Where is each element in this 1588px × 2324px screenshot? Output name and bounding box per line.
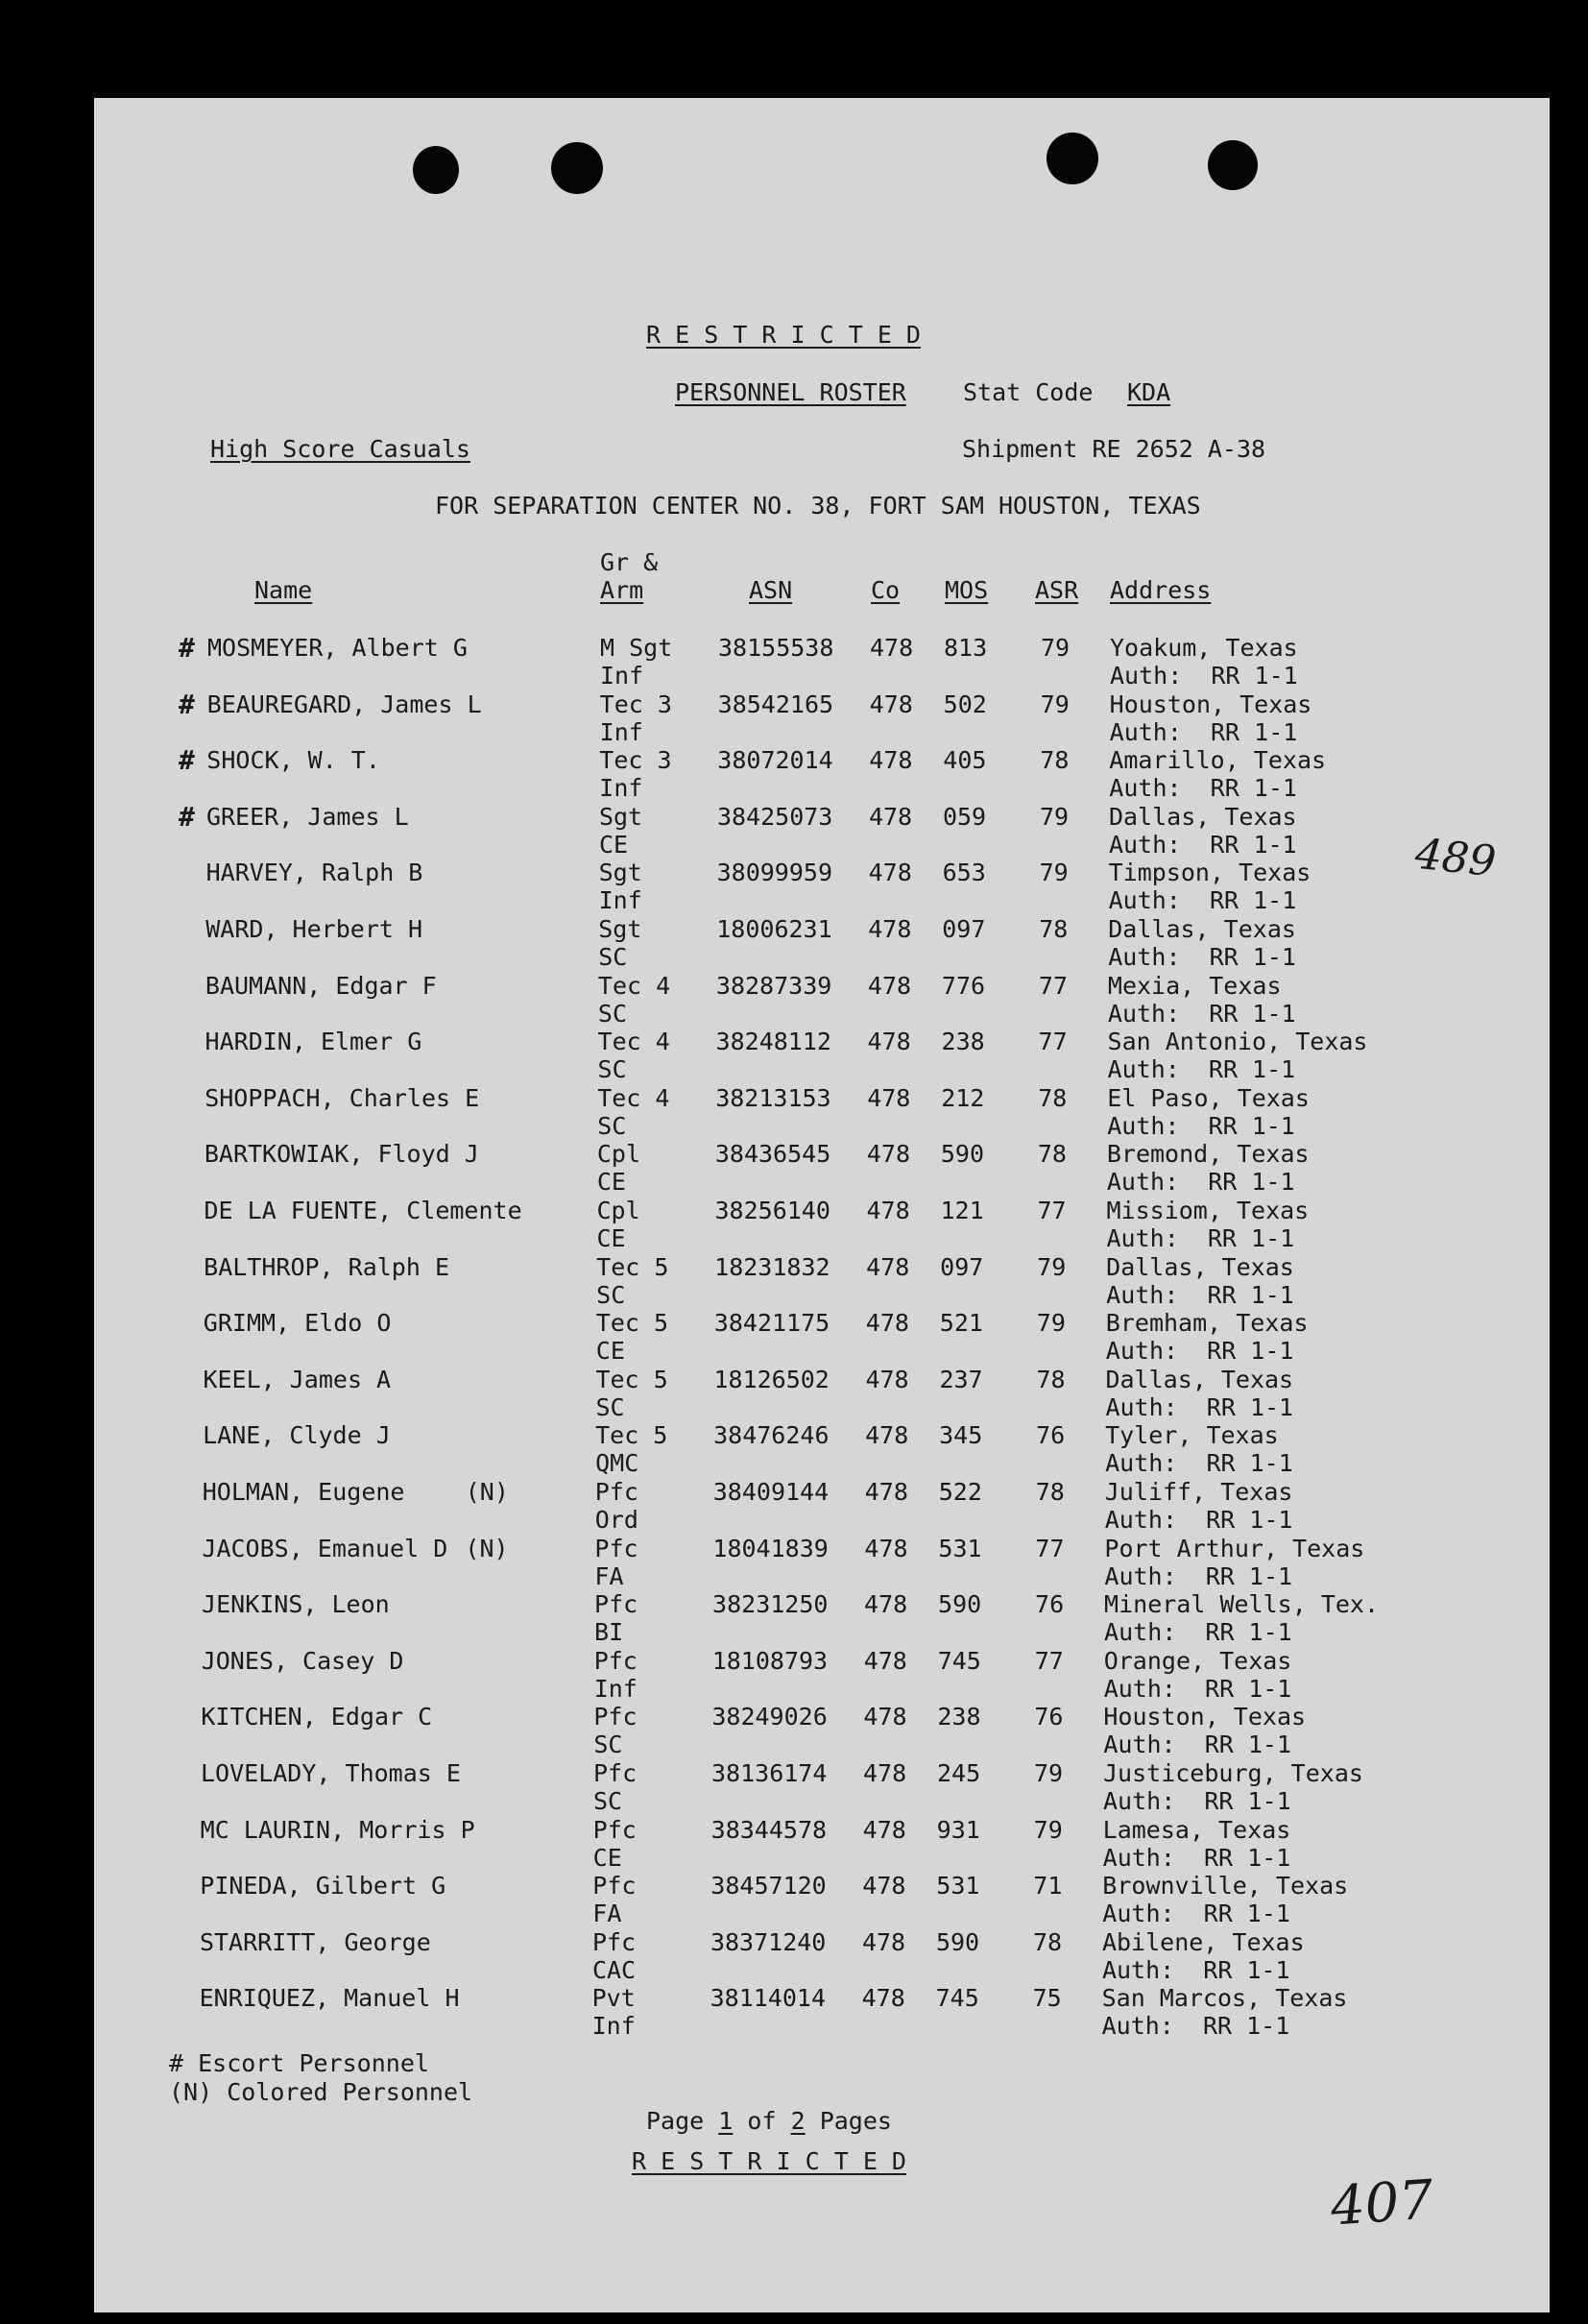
classification-footer: R E S T R I C T E D — [632, 2147, 906, 2175]
table-row — [94, 690, 1550, 746]
cell-asn: 18108793 — [711, 1646, 829, 1675]
stat-code-value: KDA — [1127, 378, 1171, 406]
cell-asn: 38231250 — [712, 1590, 829, 1619]
cell-arm: CE — [595, 1337, 625, 1366]
cell-name: HARVEY, Ralph B — [205, 859, 423, 887]
cell-arm: SC — [593, 1731, 623, 1759]
cell-tag: (N) — [465, 1534, 509, 1562]
cell-asn: 38072014 — [717, 746, 833, 775]
cell-arm: FA — [594, 1561, 624, 1590]
cell-arm: SC — [597, 1111, 627, 1140]
cell-mos: 212 — [941, 1083, 985, 1112]
cell-auth: Auth: RR 1-1 — [1109, 717, 1298, 746]
cell-name: STARRITT, George — [199, 1927, 431, 1956]
cell-mos: 776 — [941, 971, 986, 1000]
cell-co: 478 — [866, 1252, 910, 1281]
cell-mos: 059 — [942, 802, 987, 831]
cell-asr: 77 — [1037, 1197, 1067, 1224]
cell-co: 478 — [870, 634, 914, 662]
cell-auth: Auth: RR 1-1 — [1110, 662, 1298, 690]
table-row — [94, 1816, 1550, 1872]
cell-address: Dallas, Texas — [1108, 802, 1297, 831]
page-word: Page — [646, 2107, 705, 2135]
cell-asr: 77 — [1038, 1028, 1068, 1056]
cell-name: ENRIQUEZ, Manuel H — [199, 1984, 460, 2013]
cell-grade: Pfc — [593, 1759, 638, 1787]
table-row — [94, 1197, 1550, 1252]
cell-arm: CE — [592, 1843, 622, 1872]
cell-mos: 653 — [942, 859, 986, 887]
cell-arm: Inf — [598, 886, 642, 915]
cell-arm: CE — [598, 830, 629, 859]
cell-arm: SC — [595, 1392, 625, 1421]
cell-grade: Tec 3 — [599, 746, 672, 775]
destination-line: FOR SEPARATION CENTER NO. 38, FORT SAM HOUSTON, TEXAS — [435, 492, 1201, 520]
table-row — [94, 800, 1550, 859]
pages-word: Pages — [819, 2107, 892, 2135]
cell-address: Justiceburg, Texas — [1103, 1759, 1363, 1787]
cell-co: 478 — [865, 1309, 909, 1338]
cell-grade: Tec 4 — [597, 1083, 670, 1112]
cell-grade: Pfc — [594, 1534, 638, 1562]
cell-mark: # — [179, 632, 195, 664]
cell-asr: 79 — [1039, 859, 1069, 887]
cell-asr: 77 — [1034, 1646, 1064, 1675]
cell-mark: # — [179, 688, 195, 720]
cell-mos: 097 — [942, 915, 986, 943]
cell-asr: 76 — [1034, 1703, 1064, 1731]
cell-mos: 813 — [944, 634, 988, 662]
page-total: 2 — [790, 2107, 806, 2135]
cell-name: BALTHROP, Ralph E — [204, 1252, 450, 1281]
cell-asr: 79 — [1036, 1309, 1066, 1338]
cell-auth: Auth: RR 1-1 — [1101, 2012, 1290, 2041]
cell-address: Dallas, Texas — [1108, 915, 1296, 943]
shipment-label: Shipment RE 2652 A-38 — [962, 435, 1266, 463]
column-header-asn: ASN — [749, 576, 793, 604]
cell-arm: SC — [597, 1055, 627, 1084]
cell-grade: Cpl — [596, 1140, 640, 1169]
cell-mos: 097 — [940, 1252, 984, 1281]
column-header-arm: Arm — [600, 576, 644, 604]
cell-asr: 78 — [1035, 1478, 1065, 1506]
cell-arm: SC — [597, 999, 627, 1028]
cell-arm: Inf — [599, 717, 643, 746]
cell-arm: CE — [596, 1224, 626, 1252]
cell-name: BARTKOWIAK, Floyd J — [204, 1140, 479, 1169]
column-header-asr: ASR — [1035, 576, 1079, 604]
group-label: High Score Casuals — [210, 435, 470, 463]
cell-arm: Inf — [599, 774, 643, 803]
cell-address: Dallas, Texas — [1105, 1365, 1294, 1393]
table-row — [94, 1028, 1550, 1083]
table-row — [94, 1984, 1550, 2040]
page-current: 1 — [718, 2107, 734, 2135]
cell-grade: Tec 4 — [597, 1028, 670, 1056]
cell-address: Dallas, Texas — [1106, 1252, 1294, 1281]
cell-auth: Auth: RR 1-1 — [1104, 1506, 1293, 1534]
cell-name: SHOPPACH, Charles E — [205, 1083, 480, 1112]
cell-co: 478 — [867, 1028, 911, 1056]
cell-asr: 79 — [1033, 1815, 1063, 1844]
cell-auth: Auth: RR 1-1 — [1108, 886, 1297, 915]
table-row — [94, 1140, 1550, 1196]
roster-title: PERSONNEL ROSTER — [675, 378, 906, 406]
cell-asr: 76 — [1036, 1421, 1066, 1450]
classification-header: R E S T R I C T E D — [646, 321, 921, 349]
cell-asn: 38542165 — [717, 690, 834, 718]
cell-name: LANE, Clyde J — [203, 1421, 391, 1450]
cell-co: 478 — [867, 1083, 911, 1112]
cell-grade: Tec 4 — [597, 971, 671, 1000]
cell-mos: 237 — [939, 1365, 983, 1393]
cell-grade: Tec 3 — [599, 690, 672, 718]
cell-arm: Inf — [591, 2012, 636, 2041]
cell-address: Amarillo, Texas — [1109, 746, 1327, 775]
cell-address: Timpson, Texas — [1108, 859, 1311, 887]
cell-asn: 18126502 — [713, 1365, 830, 1393]
handwritten-bottom-number: 407 — [1328, 2168, 1436, 2239]
cell-co: 478 — [868, 915, 912, 943]
cell-grade: Pvt — [591, 1984, 636, 2013]
cell-asn: 38421175 — [713, 1309, 830, 1338]
cell-grade: Pfc — [594, 1590, 638, 1619]
cell-co: 478 — [869, 746, 913, 775]
cell-address: Abilene, Texas — [1101, 1927, 1305, 1956]
cell-asr: 78 — [1038, 1083, 1068, 1112]
cell-asn: 38436545 — [714, 1140, 831, 1169]
cell-asr: 79 — [1041, 634, 1071, 662]
cell-auth: Auth: RR 1-1 — [1106, 1224, 1295, 1252]
cell-co: 478 — [864, 1590, 908, 1619]
cell-name: DE LA FUENTE, Clemente — [204, 1197, 522, 1224]
cell-asr: 78 — [1039, 915, 1069, 943]
cell-mos: 590 — [935, 1927, 980, 1956]
table-row — [94, 1872, 1550, 1927]
cell-asr: 79 — [1039, 802, 1070, 831]
cell-address: Houston, Texas — [1109, 690, 1312, 718]
cell-auth: Auth: RR 1-1 — [1101, 1955, 1290, 1984]
cell-name: MC LAURIN, Morris P — [200, 1815, 475, 1844]
cell-address: Port Arthur, Texas — [1104, 1534, 1365, 1562]
cell-grade: Pfc — [593, 1703, 638, 1731]
cell-mos: 405 — [943, 746, 987, 775]
cell-mos: 238 — [941, 1028, 985, 1056]
cell-grade: Tec 5 — [595, 1309, 669, 1338]
cell-address: Houston, Texas — [1103, 1703, 1307, 1731]
cell-asn: 38136174 — [711, 1759, 828, 1787]
table-row — [94, 1253, 1550, 1309]
cell-asr: 78 — [1037, 1140, 1067, 1169]
cell-asr: 78 — [1036, 1365, 1066, 1393]
cell-co: 478 — [863, 1759, 907, 1787]
cell-name: SHOCK, W. T. — [206, 746, 380, 775]
cell-co: 478 — [861, 1984, 905, 2013]
cell-grade: Pfc — [592, 1872, 637, 1900]
cell-asn: 38114014 — [710, 1984, 827, 2013]
cell-grade: Cpl — [596, 1197, 640, 1224]
cell-arm: SC — [598, 943, 628, 971]
cell-asn: 38256140 — [714, 1197, 830, 1224]
cell-auth: Auth: RR 1-1 — [1107, 1111, 1295, 1140]
cell-asn: 18006231 — [716, 915, 832, 943]
cell-arm: Ord — [594, 1506, 638, 1534]
cell-auth: Auth: RR 1-1 — [1106, 1168, 1295, 1197]
cell-arm: BI — [594, 1618, 624, 1647]
legend-escort: # Escort Personnel — [169, 2049, 429, 2077]
cell-auth: Auth: RR 1-1 — [1105, 1392, 1294, 1421]
cell-name: PINEDA, Gilbert G — [200, 1872, 446, 1900]
cell-co: 478 — [861, 1927, 906, 1956]
cell-name: KITCHEN, Edgar C — [201, 1703, 433, 1731]
table-row — [94, 1703, 1550, 1758]
cell-name: GRIMM, Eldo O — [203, 1309, 392, 1338]
cell-mos: 531 — [936, 1872, 980, 1900]
cell-co: 478 — [864, 1478, 908, 1506]
cell-mos: 121 — [940, 1197, 984, 1224]
document-page — [94, 98, 1550, 2312]
cell-asn: 38409144 — [712, 1478, 830, 1506]
column-header-address: Address — [1110, 576, 1212, 604]
table-row — [94, 972, 1550, 1028]
cell-name: GREER, James L — [205, 802, 409, 831]
cell-name: BEAUREGARD, James L — [206, 690, 482, 718]
cell-auth: Auth: RR 1-1 — [1104, 1561, 1293, 1590]
cell-address: Juliff, Texas — [1104, 1478, 1293, 1506]
cell-mos: 590 — [940, 1140, 984, 1169]
cell-auth: Auth: RR 1-1 — [1107, 1055, 1296, 1084]
cell-asr: 71 — [1033, 1872, 1063, 1900]
cell-name: JENKINS, Leon — [202, 1590, 390, 1619]
cell-arm: CE — [596, 1168, 626, 1197]
cell-auth: Auth: RR 1-1 — [1103, 1674, 1292, 1703]
cell-auth: Auth: RR 1-1 — [1102, 1843, 1291, 1872]
cell-mos: 745 — [935, 1984, 979, 2013]
cell-mark: # — [179, 800, 195, 833]
cell-mos: 522 — [938, 1478, 982, 1506]
table-row — [94, 634, 1550, 690]
cell-mark: # — [179, 744, 195, 777]
punch-hole — [551, 142, 603, 194]
cell-name: BAUMANN, Edgar F — [205, 971, 437, 1000]
cell-asr: 75 — [1032, 1984, 1062, 2013]
cell-name: HOLMAN, Eugene — [202, 1478, 405, 1506]
cell-arm: Inf — [600, 662, 644, 690]
cell-co: 478 — [863, 1703, 907, 1731]
cell-asr: 79 — [1040, 690, 1070, 718]
cell-arm: SC — [596, 1280, 626, 1309]
cell-co: 478 — [863, 1646, 907, 1675]
cell-grade: Sgt — [598, 802, 643, 831]
cell-mos: 502 — [943, 690, 987, 718]
page-of: of — [747, 2107, 777, 2135]
cell-grade: Pfc — [594, 1478, 638, 1506]
cell-grade: M Sgt — [600, 634, 673, 662]
cell-arm: SC — [593, 1787, 623, 1815]
cell-name: LOVELADY, Thomas E — [201, 1759, 461, 1787]
cell-address: Mineral Wells, Tex. — [1104, 1590, 1380, 1619]
cell-asr: 79 — [1037, 1252, 1067, 1281]
legend-colored: (N) Colored Personnel — [169, 2078, 473, 2106]
table-row — [94, 1647, 1550, 1703]
cell-address: Bremond, Texas — [1106, 1140, 1310, 1169]
table-row — [94, 859, 1550, 914]
table-row — [94, 1928, 1550, 1984]
cell-asn: 18231832 — [714, 1252, 830, 1281]
cell-mos: 238 — [937, 1703, 981, 1731]
cell-name: HARDIN, Elmer G — [205, 1028, 422, 1056]
cell-address: Yoakum, Texas — [1110, 634, 1298, 662]
cell-mos: 521 — [939, 1309, 983, 1338]
cell-address: Mexia, Texas — [1107, 971, 1282, 1000]
cell-asn: 18041839 — [712, 1534, 829, 1562]
cell-tag: (N) — [465, 1478, 509, 1506]
cell-asn: 38248112 — [715, 1028, 831, 1056]
handwritten-side-number: 489 — [1412, 829, 1499, 887]
cell-grade: Tec 5 — [596, 1252, 669, 1281]
punch-hole — [1208, 140, 1258, 190]
cell-asn: 38344578 — [710, 1815, 828, 1844]
cell-asn: 38476246 — [713, 1421, 830, 1450]
cell-address: Missiom, Texas — [1106, 1197, 1310, 1224]
table-row — [94, 1421, 1550, 1477]
cell-asn: 38213153 — [715, 1083, 831, 1112]
cell-grade: Sgt — [598, 859, 642, 887]
cell-asr: 78 — [1032, 1927, 1063, 1956]
cell-auth: Auth: RR 1-1 — [1106, 1280, 1294, 1309]
cell-grade: Tec 5 — [595, 1421, 668, 1450]
cell-co: 478 — [869, 690, 913, 718]
column-header-name: Name — [254, 576, 313, 604]
page-indicator — [646, 2107, 892, 2135]
cell-mos: 745 — [937, 1646, 981, 1675]
table-row — [94, 1309, 1550, 1365]
cell-auth: Auth: RR 1-1 — [1108, 943, 1296, 971]
cell-auth: Auth: RR 1-1 — [1109, 774, 1297, 803]
column-header-grade: Gr & — [600, 548, 659, 576]
punch-hole — [1047, 133, 1098, 184]
cell-arm: CAC — [591, 1955, 637, 1984]
cell-address: San Marcos, Texas — [1101, 1984, 1348, 2013]
cell-co: 478 — [867, 971, 912, 1000]
cell-co: 478 — [866, 1197, 910, 1224]
cell-grade: Pfc — [593, 1646, 638, 1675]
cell-arm: QMC — [595, 1449, 639, 1478]
cell-asn: 38099959 — [716, 859, 833, 887]
table-row — [94, 1084, 1550, 1140]
cell-auth: Auth: RR 1-1 — [1108, 830, 1297, 859]
cell-asn: 38457120 — [710, 1872, 827, 1900]
cell-grade: Tec 5 — [595, 1365, 668, 1393]
cell-co: 478 — [868, 802, 913, 831]
table-row — [94, 1590, 1550, 1646]
cell-asr: 77 — [1035, 1534, 1065, 1562]
cell-address: Orange, Texas — [1103, 1646, 1292, 1675]
cell-auth: Auth: RR 1-1 — [1103, 1731, 1292, 1759]
cell-name: JONES, Casey D — [201, 1646, 404, 1675]
cell-asr: 76 — [1035, 1590, 1065, 1619]
cell-co: 478 — [862, 1872, 906, 1900]
cell-grade: Sgt — [598, 915, 642, 943]
cell-name: WARD, Herbert H — [205, 915, 423, 943]
cell-co: 478 — [862, 1815, 906, 1844]
cell-auth: Auth: RR 1-1 — [1107, 999, 1296, 1028]
cell-address: Bremham, Texas — [1105, 1309, 1309, 1338]
cell-asn: 38155538 — [718, 634, 834, 662]
cell-co: 478 — [866, 1140, 910, 1169]
cell-co: 478 — [868, 859, 912, 887]
cell-arm: FA — [592, 1900, 622, 1928]
cell-co: 478 — [865, 1365, 909, 1393]
cell-asr: 79 — [1034, 1759, 1064, 1787]
cell-auth: Auth: RR 1-1 — [1105, 1449, 1293, 1478]
cell-address: Tyler, Texas — [1105, 1421, 1279, 1450]
cell-name: JACOBS, Emanuel D — [202, 1534, 448, 1562]
cell-asr: 77 — [1038, 971, 1068, 1000]
cell-asn: 38249026 — [711, 1703, 828, 1731]
cell-address: San Antonio, Texas — [1107, 1028, 1368, 1056]
table-row — [94, 1759, 1550, 1815]
cell-auth: Auth: RR 1-1 — [1105, 1337, 1294, 1366]
cell-address: Lamesa, Texas — [1102, 1815, 1291, 1844]
table-row — [94, 1535, 1550, 1590]
cell-co: 478 — [865, 1421, 909, 1450]
cell-mos: 531 — [938, 1534, 982, 1562]
cell-auth: Auth: RR 1-1 — [1103, 1787, 1291, 1815]
cell-grade: Pfc — [592, 1815, 637, 1844]
cell-grade: Pfc — [591, 1927, 637, 1956]
cell-mos: 345 — [939, 1421, 983, 1450]
cell-auth: Auth: RR 1-1 — [1102, 1900, 1290, 1928]
table-row — [94, 1478, 1550, 1534]
cell-arm: Inf — [593, 1674, 638, 1703]
cell-auth: Auth: RR 1-1 — [1104, 1618, 1292, 1647]
cell-mos: 245 — [937, 1759, 981, 1787]
stat-code-label: Stat Code — [963, 378, 1094, 406]
cell-asr: 78 — [1040, 746, 1070, 775]
cell-name: KEEL, James A — [203, 1365, 392, 1393]
cell-co: 478 — [864, 1534, 908, 1562]
table-row — [94, 915, 1550, 971]
table-row — [94, 746, 1550, 802]
column-header-mos: MOS — [945, 576, 989, 604]
cell-mos: 590 — [938, 1590, 982, 1619]
cell-asn: 38287339 — [715, 971, 832, 1000]
cell-asn: 38425073 — [716, 802, 833, 831]
cell-address: El Paso, Texas — [1107, 1083, 1310, 1112]
cell-name: MOSMEYER, Albert G — [207, 634, 468, 662]
cell-mos: 931 — [936, 1815, 980, 1844]
cell-address: Brownville, Texas — [1102, 1872, 1349, 1900]
punch-hole — [413, 146, 459, 194]
cell-asn: 38371240 — [710, 1927, 827, 1956]
table-row — [94, 1366, 1550, 1421]
column-header-co: Co — [871, 576, 901, 604]
